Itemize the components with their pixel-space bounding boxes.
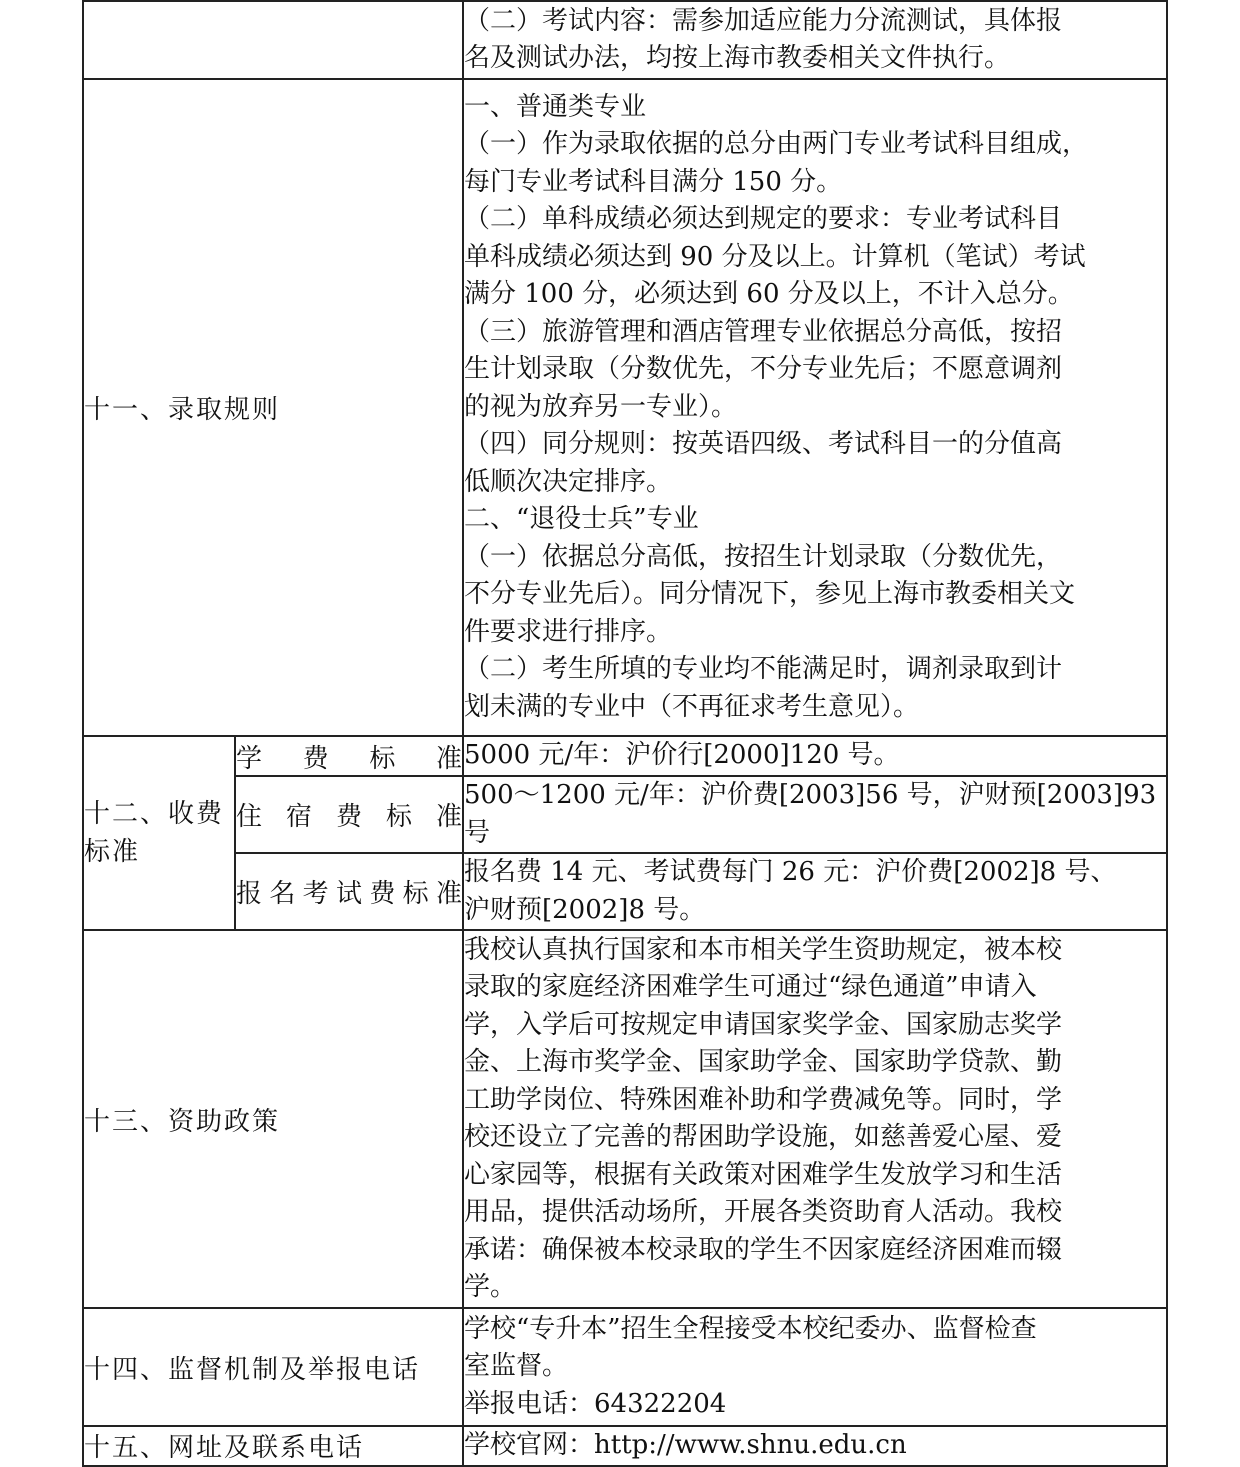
tuition-standard-label [235,736,463,776]
accommodation-standard-content [463,776,1167,853]
text-line: 我校认真执行国家和本市相关学生资助规定，被本校 [464,934,1063,965]
exam-content-cell [463,1,1167,79]
text-line: 报名费 14 元、考试费每门 26 元：沪价费[2002]8 号、 [464,857,1117,887]
sub-label-char: 费 [302,743,329,774]
text-line: 工助学岗位、特殊困难补助和学费减免等。同时，学 [464,1084,1063,1115]
text-line: 学，入学后可按规定申请国家奖学金、国家励志奖学 [464,1009,1063,1040]
sub-label-char: 名 [269,879,296,909]
text-line: 学。 [464,1272,517,1302]
sub-label-char: 准 [435,743,462,774]
text-line: 金、上海市奖学金、国家助学金、国家助学贷款、勤 [464,1047,1063,1077]
text-line: 用品，提供活动场所，开展各类资助育人活动。我校 [464,1197,1063,1227]
text-line: （四）同分规则：按英语四级、考试科目一的分值高 [464,429,1063,460]
fee-label-line: 十二、收费 [84,799,225,829]
text-line: 沪财预[2002]8 号。 [464,894,706,925]
row-website [83,1426,1167,1466]
text-line: 单科成绩必须达到 90 分及以上。计算机（笔试）考试 [464,241,1086,272]
website-label: 十五、网址及联系电话 [83,1426,463,1466]
text-line: （二）考生所填的专业均不能满足时，调剂录取到计 [464,654,1063,685]
empty-label-cell [83,1,463,79]
text-line: 生计划录取（分数优先，不分专业先后；不愿意调剂 [464,354,1063,385]
supervision-label: 十四、监督机制及举报电话 [83,1308,463,1426]
text-line: 5000 元/年：沪价行[2000]120 号。 [464,740,900,771]
text-line: 每门专业考试科目满分 150 分。 [464,166,843,197]
text-line: 满分 100 分，必须达到 60 分及以上，不计入总分。 [464,279,1074,310]
sub-label-char: 宿 [285,802,312,832]
text-line: 承诺：确保被本校录取的学生不因家庭经济困难而辍 [464,1234,1063,1265]
sub-label-char: 标 [385,802,412,832]
admission-rules-label: 十一、录取规则 [83,79,463,736]
supervision-content [463,1308,1167,1426]
text-line: 学校“专升本”招生全程接受本校纪委办、监督检查 [464,1313,1037,1344]
text-line: 录取的家庭经济困难学生可通过“绿色通道”申请入 [464,972,1037,1002]
text-line: 二、“退役士兵”专业 [464,504,699,535]
sub-label-char: 考 [302,879,329,909]
exam-fee-standard-label [235,853,463,930]
text-line: 低顺次决定排序。 [464,466,673,497]
text-line: 号 [464,817,491,848]
sub-label-char: 费 [369,879,396,909]
admission-info-table [82,0,1168,1467]
text-line: 校还设立了完善的帮困助学设施，如慈善爱心屋、爱 [464,1122,1063,1152]
tuition-standard-content [463,736,1167,776]
fee-standard-label [83,736,235,930]
row-financial-aid [83,930,1167,1308]
text-line: 室监督。 [464,1351,569,1382]
sub-label-char: 报 [236,879,263,909]
text-line: 不分专业先后）。同分情况下，参见上海市教委相关文 [464,579,1076,610]
text-line: 心家园等，根据有关政策对困难学生发放学习和生活 [464,1159,1063,1190]
fee-label-line: 标准 [84,837,141,867]
text-line: （二）考试内容：需参加适应能力分流测试，具体报 [464,5,1063,36]
financial-aid-label: 十三、资助政策 [83,930,463,1308]
row-fee-accommodation [83,776,1167,853]
text-line: 件要求进行排序。 [464,616,673,647]
sub-label-char: 费 [335,802,362,832]
text-line: （二）单科成绩必须达到规定的要求：专业考试科目 [464,204,1063,235]
text-line: 名及测试办法，均按上海市教委相关文件执行。 [464,43,1011,73]
row-exam-content [83,1,1167,79]
text-line: 500～1200 元/年：沪价费[2003]56 号，沪财预[2003]93 [464,780,1157,810]
text-line: 一、普通类专业 [464,91,647,122]
exam-fee-standard-content [463,853,1167,930]
text-line: 举报电话：64322204 [464,1388,727,1419]
sub-label-char: 准 [435,802,462,832]
text-line: （一）作为录取依据的总分由两门专业考试科目组成， [464,129,1089,160]
accommodation-standard-label [235,776,463,853]
row-fee-tuition [83,736,1167,776]
text-line: 划未满的专业中（不再征求考生意见）。 [464,691,920,722]
row-supervision [83,1308,1167,1426]
website-content [463,1426,1167,1466]
text-line: （三）旅游管理和酒店管理专业依据总分高低，按招 [464,316,1063,347]
financial-aid-content [463,930,1167,1308]
text-line: 的视为放弃另一专业）。 [464,391,738,422]
row-admission-rules [83,79,1167,736]
text-line: （一）依据总分高低，按招生计划录取（分数优先， [464,541,1063,572]
sub-label-char: 住 [236,802,263,832]
sub-label-char: 准 [435,879,462,909]
sub-label-char: 标 [402,879,429,909]
sub-label-char: 学 [236,743,263,774]
text-line: 学校官网：http://www.shnu.edu.cn [464,1430,907,1460]
sub-label-char: 标 [369,743,396,774]
admission-rules-content [463,79,1167,736]
row-fee-exam [83,853,1167,930]
sub-label-char: 试 [335,879,362,909]
